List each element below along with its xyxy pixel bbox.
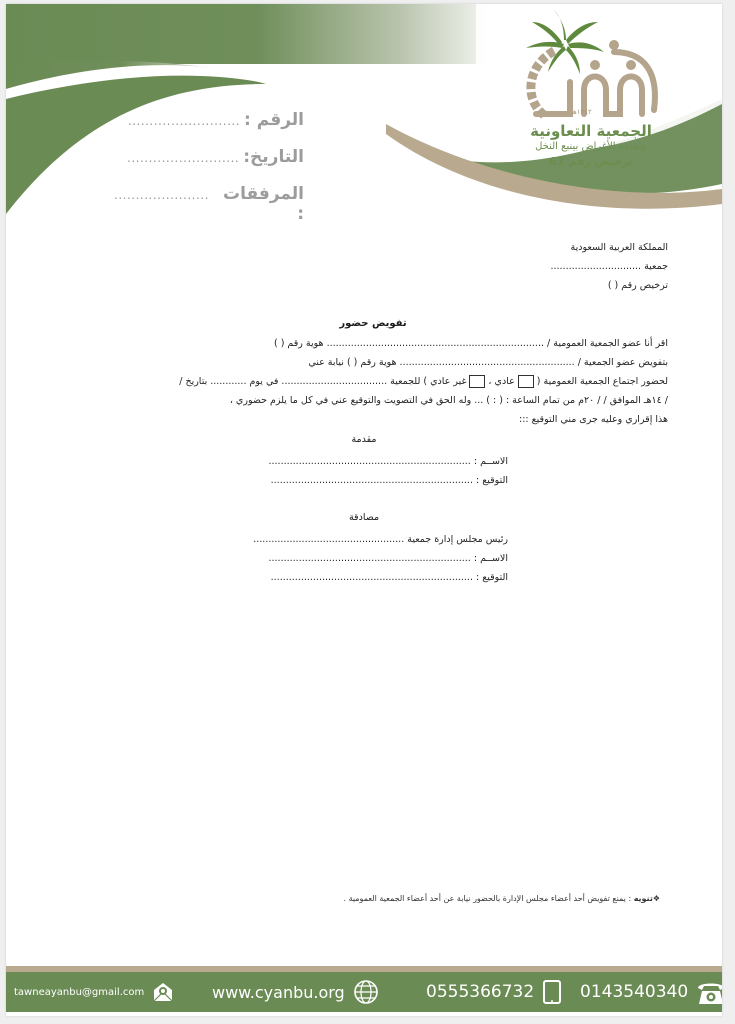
addressee-association[interactable]: جمعية .............................. bbox=[550, 261, 668, 272]
footer-website[interactable] bbox=[212, 972, 379, 1012]
attachments-field[interactable] bbox=[114, 184, 304, 224]
approval-signature-value[interactable]: ................................................................... bbox=[270, 572, 473, 583]
approval-signature-field[interactable] bbox=[238, 568, 508, 587]
logo-text bbox=[506, 122, 676, 169]
applicant-name-field[interactable] bbox=[238, 452, 508, 471]
applicant-name-label: الاســم : bbox=[473, 456, 508, 467]
logo-year: ١٣٤٢هـ bbox=[571, 108, 592, 116]
note-text: : يمنع تفويض أحد أعضاء مجلس الإدارة بالحضور نيابة عن أحد أعضاء الجمعية العمومية . bbox=[343, 894, 632, 903]
chair-value[interactable]: .................................................. bbox=[253, 534, 405, 545]
footer-email[interactable] bbox=[14, 972, 174, 1012]
body-line-declaration: هذا إقراري وعليه جرى مني التوقيع ::: bbox=[519, 414, 668, 425]
mobile-text[interactable]: 0555366732 bbox=[426, 982, 535, 1002]
authorization-body bbox=[58, 334, 668, 429]
approval-name-value[interactable]: ................................................................... bbox=[268, 553, 471, 564]
meeting-type-label: لحضور اجتماع الجمعية العمومية ( bbox=[536, 376, 668, 387]
body-line-meeting bbox=[58, 372, 668, 391]
applicant-name-value[interactable]: ................................................................... bbox=[268, 456, 471, 467]
letterhead-page bbox=[6, 4, 722, 1016]
date-label: التاريخ: bbox=[243, 147, 304, 167]
approval-block bbox=[238, 530, 508, 587]
logo-license: ترخيص رقم 67 bbox=[549, 155, 633, 168]
date-value[interactable]: .......................... bbox=[127, 151, 240, 165]
date-field[interactable] bbox=[114, 147, 304, 184]
envelope-icon bbox=[152, 981, 174, 1003]
applicant-signature-field[interactable] bbox=[238, 471, 508, 490]
extraordinary-checkbox[interactable] bbox=[469, 375, 485, 388]
applicant-heading: مقدمة bbox=[351, 434, 377, 445]
website-text[interactable]: www.cyanbu.org bbox=[212, 982, 345, 1002]
approval-name-field[interactable] bbox=[238, 549, 508, 568]
addressee-block bbox=[368, 238, 668, 295]
ordinary-label: عادي ، bbox=[488, 376, 515, 387]
attachments-label: المرفقات : bbox=[222, 184, 304, 224]
body-line-member[interactable]: اقر أنا عضو الجمعية العمومية / ........................................................................ هوية رقم ( ) bbox=[273, 338, 668, 349]
approval-signature-label: التوقيع : bbox=[476, 572, 508, 583]
globe-icon bbox=[353, 979, 379, 1005]
approval-name-label: الاســم : bbox=[473, 553, 508, 564]
letter-meta-fields bbox=[114, 110, 304, 224]
approval-heading: مصادقة bbox=[348, 512, 380, 523]
applicant-block bbox=[238, 452, 508, 490]
note bbox=[60, 894, 660, 903]
logo-subtitle: متعددة الأغراض بينبع النخل bbox=[535, 141, 647, 152]
addressee-license[interactable]: ترخيص رقم ( ) bbox=[607, 280, 668, 291]
form-title: تفويض حضور bbox=[339, 318, 407, 329]
number-field[interactable] bbox=[114, 110, 304, 147]
footer-phone[interactable] bbox=[580, 972, 722, 1012]
phone-text[interactable]: 0143540340 bbox=[580, 982, 689, 1002]
addressee-country: المملكة العربية السعودية bbox=[570, 242, 668, 253]
telephone-icon bbox=[696, 978, 722, 1006]
chair-field[interactable] bbox=[238, 530, 508, 549]
applicant-signature-value[interactable]: ................................................................... bbox=[270, 475, 473, 486]
email-text[interactable]: tawneayanbu@gmail.com bbox=[14, 986, 145, 998]
contact-footer bbox=[6, 966, 722, 1016]
chair-label: رئيس مجلس إدارة جمعية bbox=[407, 534, 508, 545]
number-value[interactable]: .......................... bbox=[127, 114, 241, 128]
applicant-signature-label: التوقيع : bbox=[476, 475, 508, 486]
ordinary-checkbox[interactable] bbox=[518, 375, 534, 388]
tablet-icon bbox=[542, 979, 562, 1005]
attachments-value[interactable]: ...................... bbox=[114, 188, 209, 202]
logo-title: الجمعية التعاونية bbox=[530, 122, 652, 140]
meeting-details[interactable]: غير عادي ) للجمعية ................................... في يوم ............ بتاريخ / bbox=[179, 376, 467, 387]
note-label: ❖تنويه bbox=[633, 894, 660, 903]
number-label: الرقم : bbox=[244, 110, 304, 130]
footer-mobile[interactable] bbox=[426, 972, 562, 1012]
body-line-date-time[interactable]: / ١٤هـ الموافق / / ٢٠م من تمام الساعة : ( : ) ... وله الحق في التصويت والتوقيع عني في كل ما يلزم حضوري ، bbox=[229, 395, 668, 406]
body-line-delegate[interactable]: بتفويض عضو الجمعية / .......................................................... هوية رقم ( ) نيابة عني bbox=[308, 357, 668, 368]
